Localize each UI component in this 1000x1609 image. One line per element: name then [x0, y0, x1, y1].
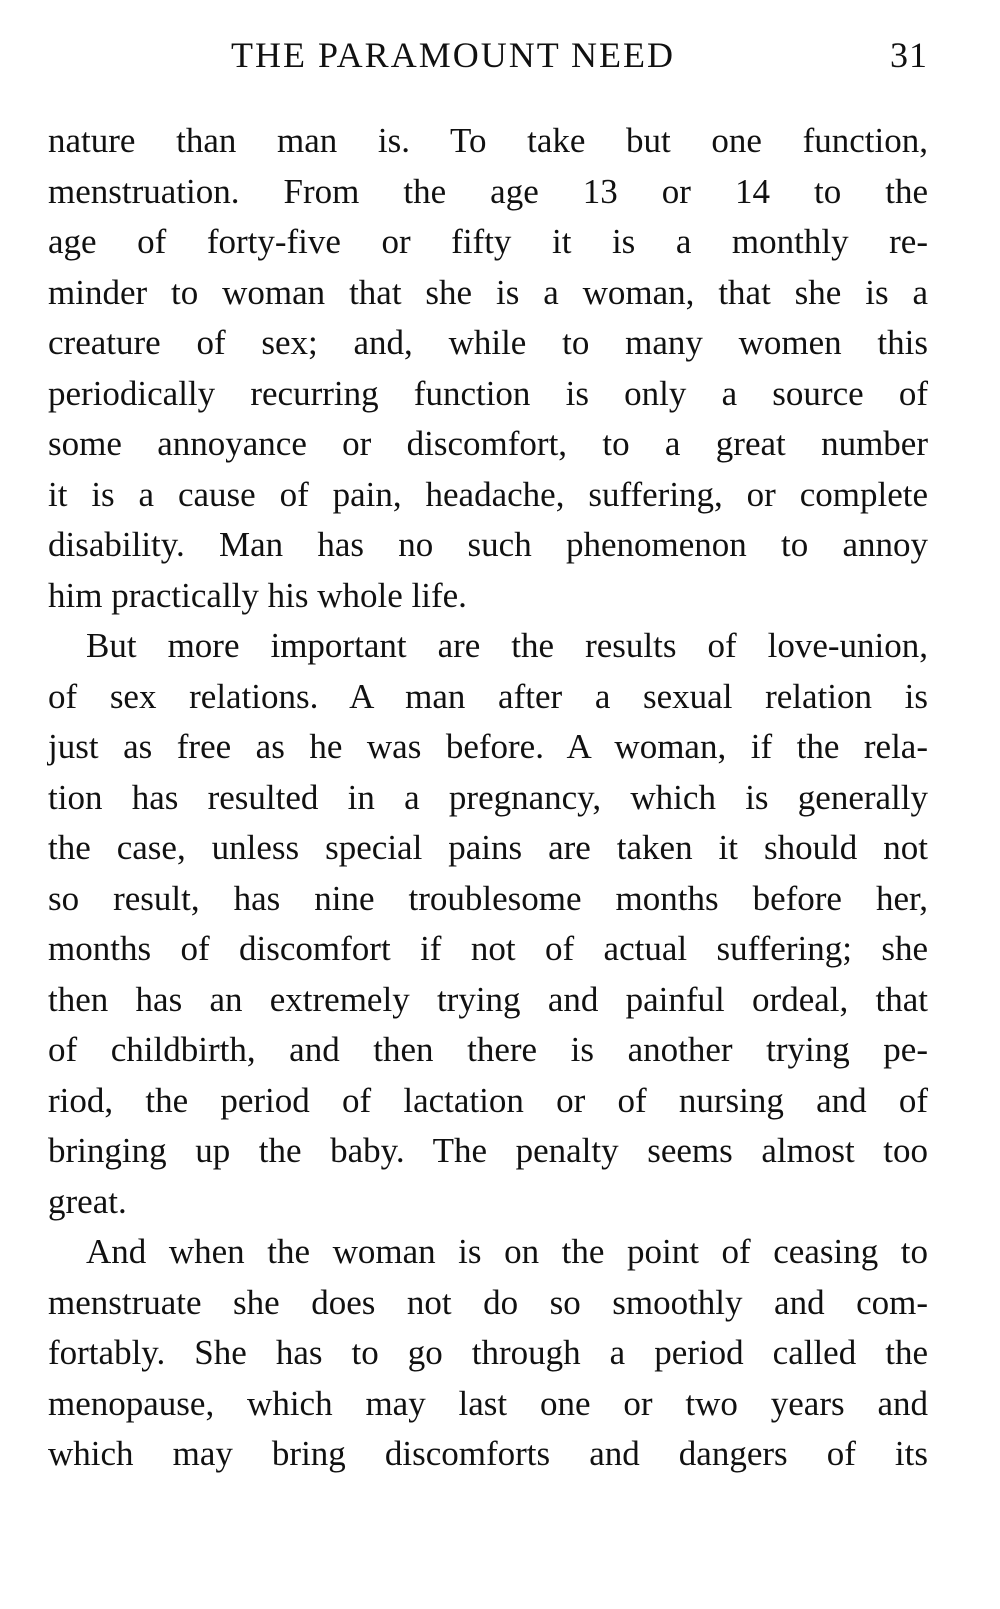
- page-number: 31: [890, 35, 928, 75]
- text-line: of sex relations. A man after a sexual relation is: [48, 676, 928, 716]
- paragraph-3: [48, 1227, 928, 1480]
- paragraph-2: [48, 621, 928, 1227]
- running-title: THE PARAMOUNT NEED: [230, 35, 676, 75]
- text-line: bringing up the baby. The penalty seems almost too: [48, 1131, 928, 1170]
- running-head: [48, 28, 928, 88]
- text-line: minder to woman that she is a woman, that she is a: [48, 272, 928, 312]
- text-line: fortably. She has to go through a period called the: [48, 1333, 928, 1372]
- text-line: tion has resulted in a pregnancy, which is generally: [48, 777, 928, 817]
- text-line: him practically his whole life.: [48, 575, 467, 615]
- paragraph-1: [48, 116, 928, 621]
- text-line: which may bring discomforts and dangers of its: [48, 1434, 928, 1473]
- text-line: periodically recurring function is only a source of: [48, 373, 928, 413]
- text-line: And when the woman is on the point of ceasing to: [86, 1232, 928, 1271]
- text-line: just as free as he was before. A woman, if the rela-: [48, 727, 928, 766]
- text-line: disability. Man has no such phenomenon to annoy: [48, 525, 928, 564]
- text-line: nature than man is. To take but one function,: [48, 121, 928, 160]
- text-line: creature of sex; and, while to many women this: [48, 323, 928, 362]
- text-line: great.: [48, 1181, 127, 1221]
- text-line: months of discomfort if not of actual suffering; she: [48, 929, 928, 968]
- text-line: then has an extremely trying and painful ordeal, that: [48, 979, 928, 1019]
- text-line: it is a cause of pain, headache, suffering, or complete: [48, 474, 928, 514]
- book-page: [48, 28, 928, 1480]
- text-line: menstruation. From the age 13 or 14 to the: [48, 171, 928, 211]
- text-line: age of forty-five or fifty it is a monthly re-: [48, 222, 928, 261]
- text-line: so result, has nine troublesome months before her,: [48, 878, 928, 918]
- text-line: menopause, which may last one or two years and: [48, 1383, 928, 1423]
- text-line: riod, the period of lactation or of nursing and of: [48, 1080, 928, 1120]
- text-line: But more important are the results of love-union,: [86, 626, 928, 665]
- text-line: some annoyance or discomfort, to a great number: [48, 424, 928, 463]
- text-line: menstruate she does not do so smoothly and com-: [48, 1282, 928, 1322]
- text-line: of childbirth, and then there is another trying pe-: [48, 1030, 928, 1069]
- text-line: the case, unless special pains are taken it should not: [48, 828, 928, 867]
